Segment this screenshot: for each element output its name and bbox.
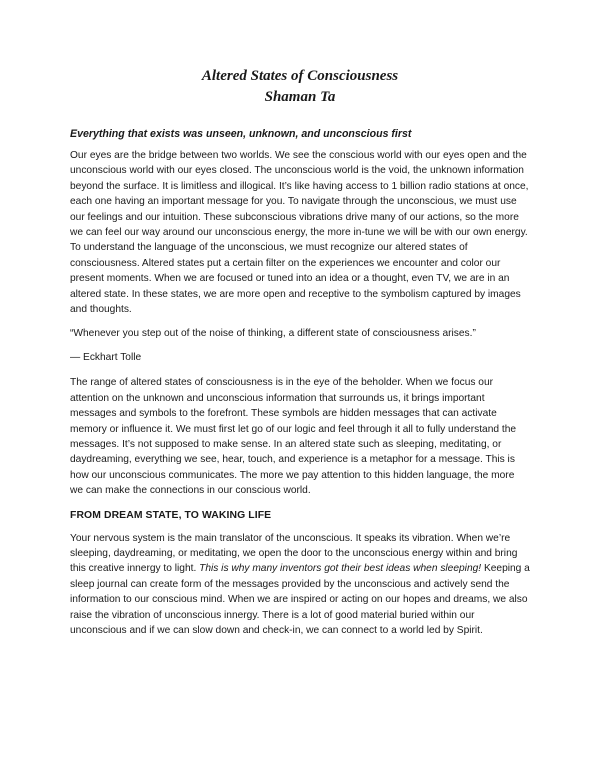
title-block bbox=[70, 66, 530, 108]
section-heading: FROM DREAM STATE, TO WAKING LIFE bbox=[70, 509, 272, 521]
paragraph-3-end: Keeping a sleep journal can create form of the messages provided by the unconscious and actively send the information to our conscious mind. When we are inspired or acting on our hopes and dreams, we also raise the vibration of unconscious innergy. There is a lot of good material buried within our unconscious and if we can slow down and check-in, we can connect to a world led by Spirit. bbox=[70, 563, 530, 636]
paragraph-3-italic: This is why many inventors got their best ideas when sleeping! bbox=[199, 563, 482, 575]
document-author: Shaman Ta bbox=[264, 89, 336, 105]
paragraph-2: The range of altered states of consciousness is in the eye of the beholder. When we focus our attention on the unknown and unconscious information that surrounds us, it brings important messages and symbols to the forefront. These symbols are hidden messages that can activate memory or influence it. We must first let go of our logic and feel through it all to fully understand the messages. It’s not supposed to make sense. In an altered state such as sleeping, meditating, or daydreaming, everything we see, hear, touch, and experience is a metaphor for a message. This is how our unconscious communicates. The more we pay attention to this hidden language, the more we can make the connections in our conscious world. bbox=[70, 377, 517, 497]
paragraph-3-start: Your nervous system is the main translator of the unconscious. It speaks its vibration. When we’re sleeping, daydreaming, or meditating, we open the door to the unconscious energy within and bring this creative innergy to light. bbox=[70, 532, 518, 575]
paragraph-3 bbox=[70, 531, 530, 639]
quote: “Whenever you step out of the noise of thinking, a different state of consciousness arises.” bbox=[70, 328, 476, 340]
quote-attribution: — Eckhart Tolle bbox=[70, 351, 142, 363]
document-title: Altered States of Consciousness bbox=[201, 68, 399, 84]
paragraph-1: Our eyes are the bridge between two worlds. We see the conscious world with our eyes open and the unconscious world with our eyes closed. The unconscious world is the void, the unknown information beyond the surface. It is limitless and illogical. It’s like having access to 1 billion radio stations at once, each one having an important message for you. To navigate through the unconscious, we must use our feelings and our intuition. These subconscious vibrations drive many of our actions, so the more we can feel our way around our unconscious energy, the more in-tune we will be with our own energy. To understand the language of the unconscious, we must recognize our altered states of consciousness. Altered states put a certain filter on the experiences we encounter and color our present moments. When we are focused or tuned into an idea or a thought, even TV, we are in an altered state. In these states, we are more open and receptive to the symbolism captured by images and thoughts. bbox=[70, 150, 529, 316]
subheading: Everything that exists was unseen, unknown, and unconscious first bbox=[70, 128, 412, 140]
